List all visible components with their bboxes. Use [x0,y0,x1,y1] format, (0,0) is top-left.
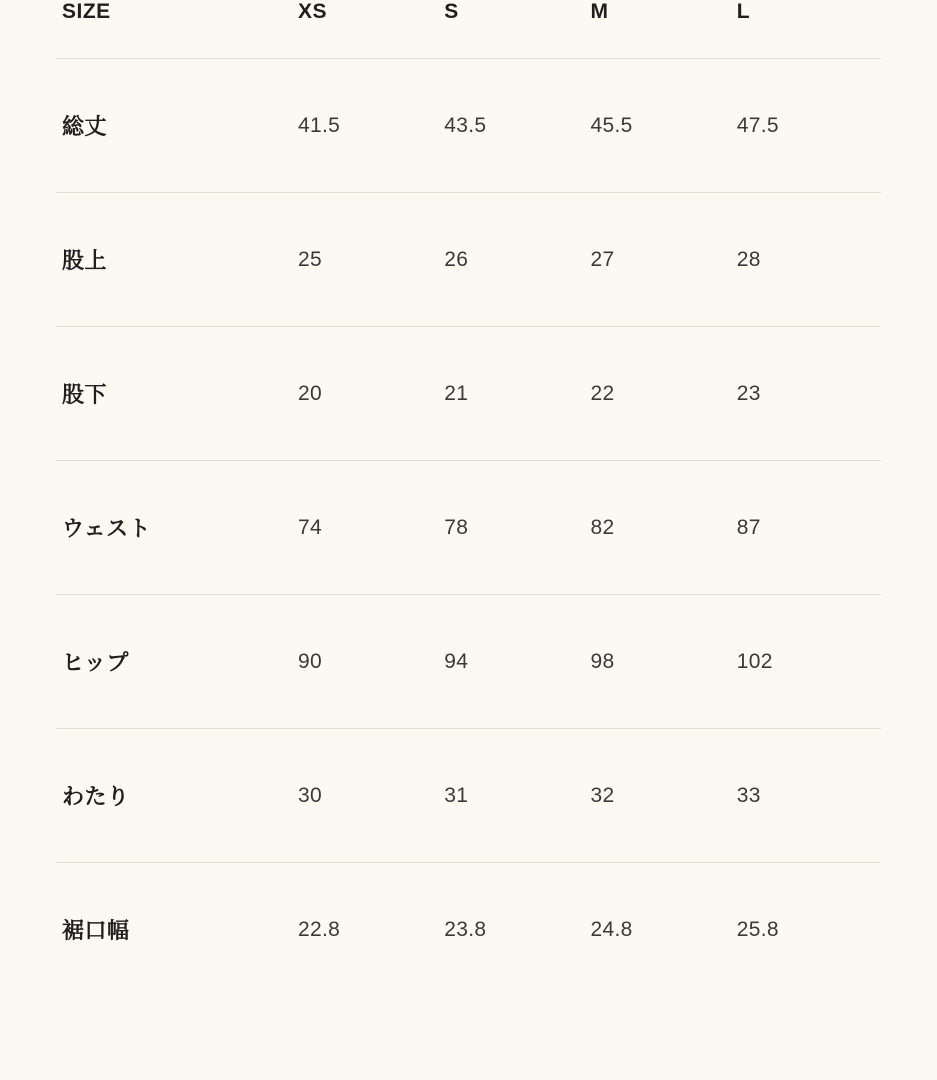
cell-value: 78 [442,461,588,595]
row-label: わたり [56,729,296,863]
cell-value: 102 [735,595,881,729]
table-row [56,461,881,595]
cell-value: 43.5 [442,59,588,193]
cell-value: 25 [296,193,442,327]
cell-value: 22.8 [298,917,341,941]
table-row [56,327,881,461]
cell-value: 23 [735,327,881,461]
cell-value: 87 [735,461,881,595]
table-row [56,193,881,327]
column-header-size: SIZE [56,0,296,59]
cell-value: 32 [589,729,735,863]
column-header-m: M [589,0,735,59]
cell-value: 22 [589,327,735,461]
size-table [56,0,881,996]
cell-value: 20 [296,327,442,461]
cell-value: 25.8 [736,917,779,941]
cell-value: 98 [589,595,735,729]
row-label: 股上 [56,193,296,327]
cell-value: 90 [296,595,442,729]
table-row [56,59,881,193]
cell-value: 45.5 [589,59,735,193]
cell-value: 24.8 [590,917,633,941]
table-row [56,595,881,729]
table-header [56,0,881,59]
cell-value: 27 [589,193,735,327]
table-row [56,729,881,863]
cell-value: 41.5 [296,59,442,193]
row-label: ヒップ [56,595,296,729]
table-row [56,863,881,997]
cell-value: 26 [442,193,588,327]
row-label: 裾口幅 [62,918,130,943]
cell-value: 94 [442,595,588,729]
cell-value: 33 [735,729,881,863]
table-header-row [56,0,881,59]
table-body [56,59,881,997]
cell-value: 74 [296,461,442,595]
cell-value: 23.8 [444,917,487,941]
cell-value: 47.5 [735,59,881,193]
cell-value: 21 [442,327,588,461]
cell-value: 82 [589,461,735,595]
column-header-l: L [735,0,881,59]
row-label: ウェスト [56,461,296,595]
column-header-s: S [442,0,588,59]
cell-value: 30 [296,729,442,863]
cell-value: 31 [442,729,588,863]
cell-value: 28 [735,193,881,327]
row-label: 股下 [56,327,296,461]
column-header-xs: XS [296,0,442,59]
row-label: 総丈 [56,59,296,193]
